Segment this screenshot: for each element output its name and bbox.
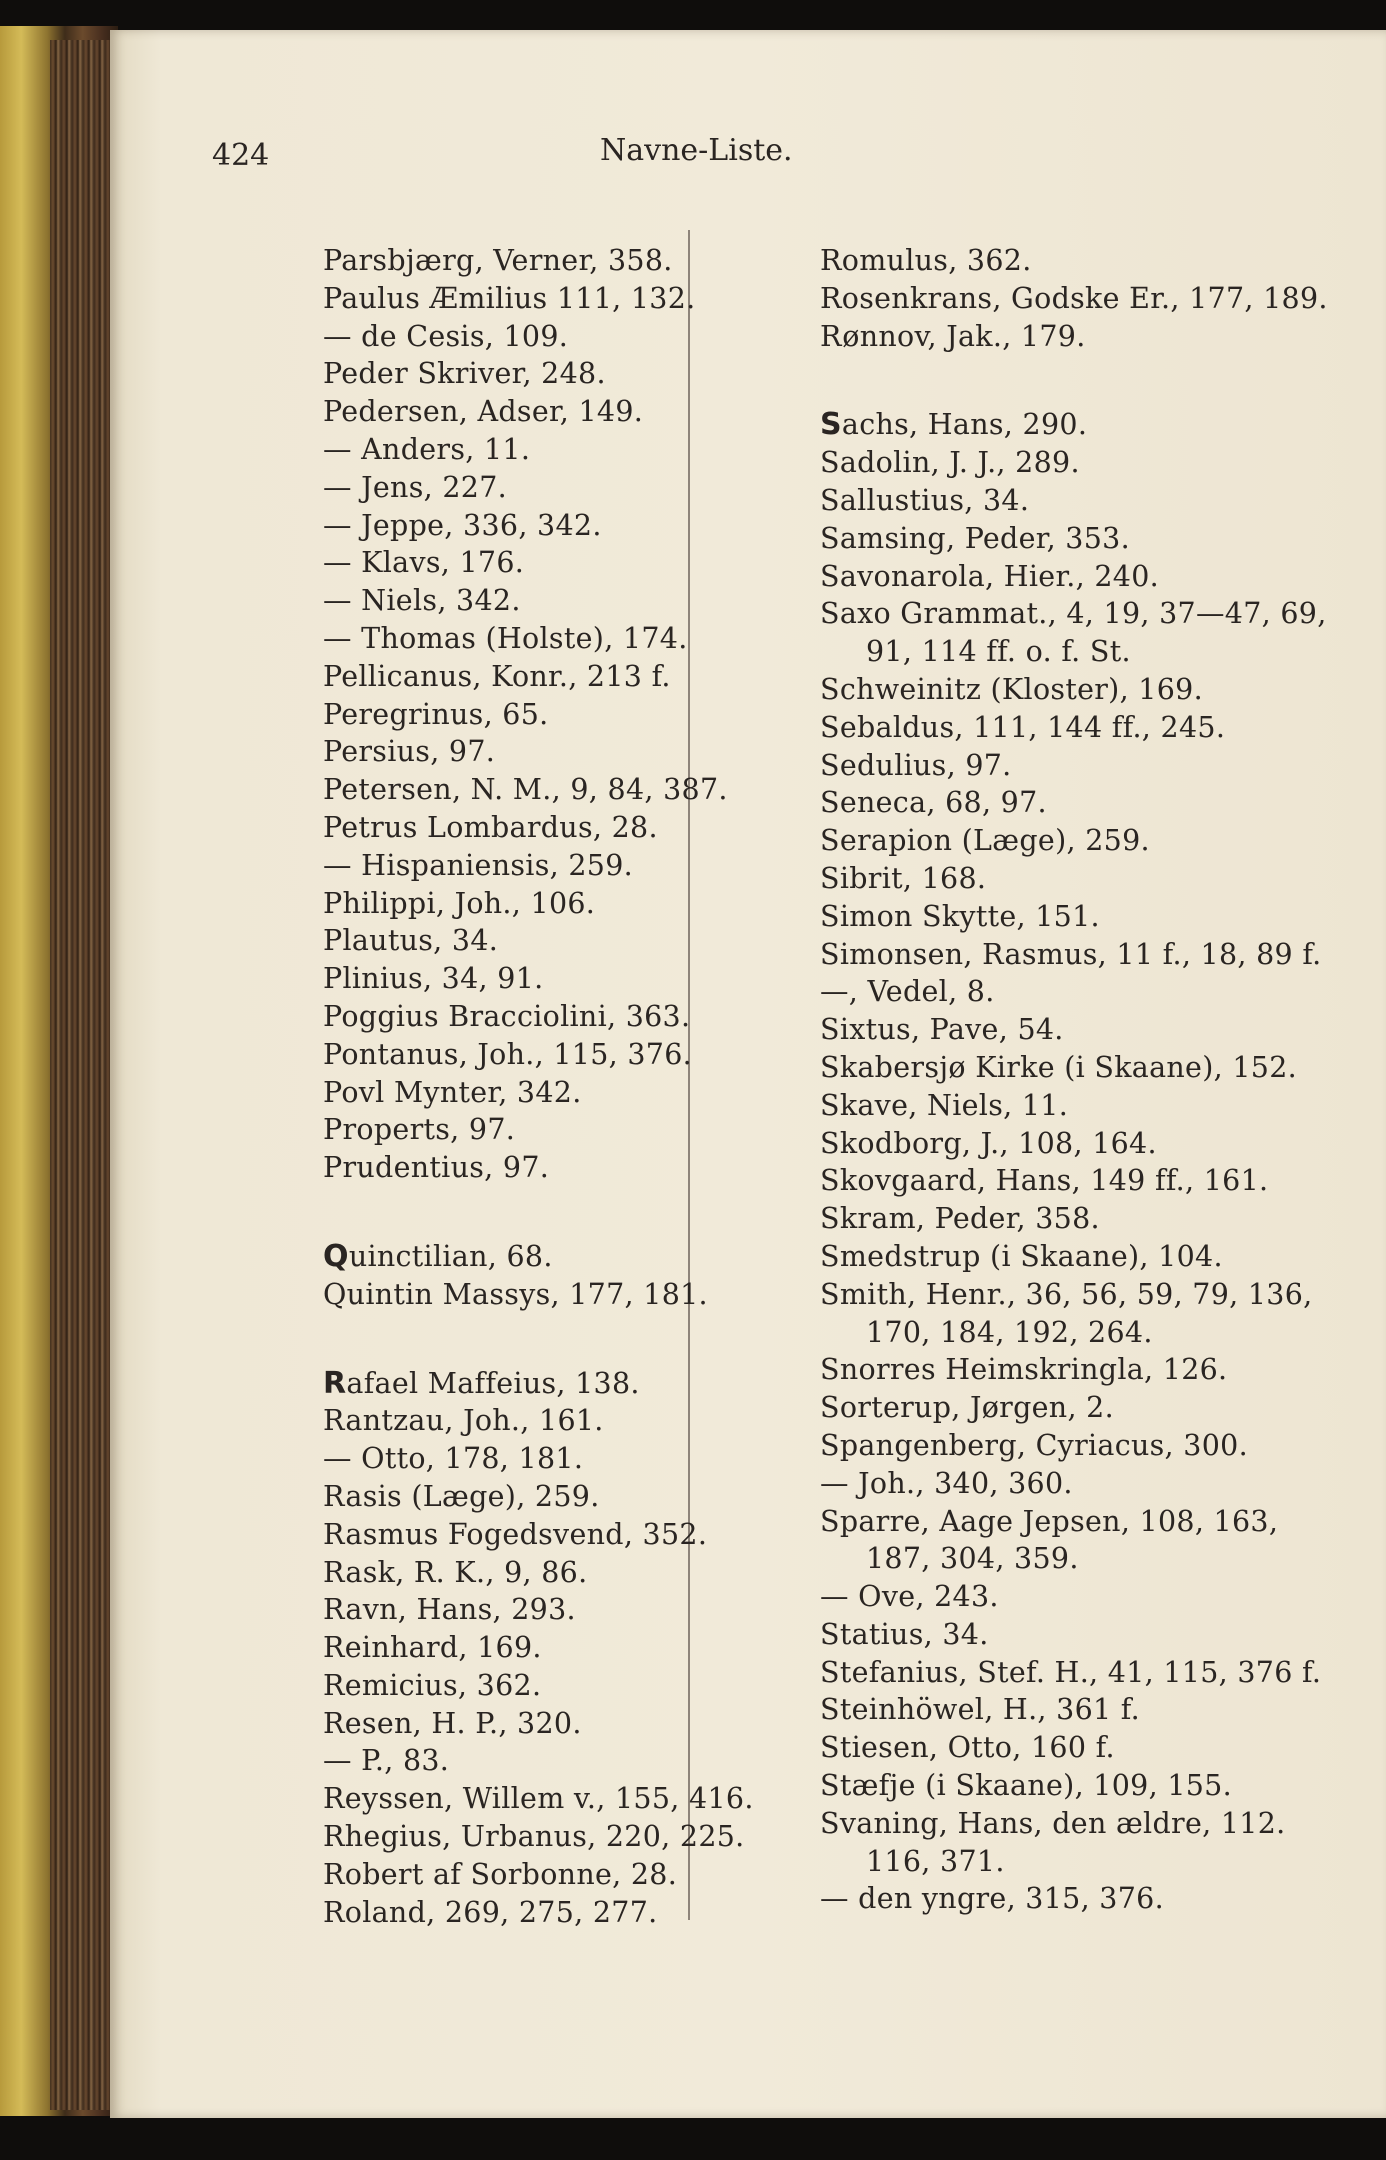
index-entry <box>323 998 754 1036</box>
index-entry <box>323 544 754 582</box>
index-entry <box>323 1856 754 1894</box>
index-entry <box>323 809 754 847</box>
index-entry-text: Sparre, Aage Jepsen, 108, 163, <box>820 1504 1279 1538</box>
index-entry-text: Pontanus, Joh., 115, 376. <box>323 1037 693 1071</box>
index-entry <box>820 318 1328 356</box>
index-entry <box>820 747 1328 785</box>
index-entry <box>820 406 1328 444</box>
index-entry <box>820 1200 1328 1238</box>
index-entry <box>323 1516 754 1554</box>
index-entry-text: Sedulius, 97. <box>820 748 1012 782</box>
index-entry <box>323 1111 754 1149</box>
index-entry-text: Parsbjærg, Verner, 358. <box>323 244 673 277</box>
index-entry-text: Sallustius, 34. <box>820 483 1030 517</box>
index-entry <box>323 658 754 696</box>
index-entry <box>323 280 754 318</box>
index-entry <box>323 1036 754 1074</box>
index-entry-text: 116, 371. <box>866 1844 1005 1878</box>
index-entry-text: Rantzau, Joh., 161. <box>323 1404 604 1438</box>
index-entry <box>323 431 754 469</box>
index-entry-text: Schweinitz (Kloster), 169. <box>820 672 1203 706</box>
index-entry <box>820 1162 1328 1200</box>
section-initial: S <box>820 407 842 443</box>
index-entry <box>323 1629 754 1667</box>
index-entry <box>820 1540 1328 1578</box>
index-entry-text: Simonsen, Rasmus, 11 f., 18, 89 f. <box>820 937 1322 971</box>
index-entry <box>323 1818 754 1856</box>
index-entry-text: Povl Mynter, 342. <box>323 1075 582 1109</box>
index-entry <box>820 1578 1328 1616</box>
index-entry <box>323 1238 754 1276</box>
index-entry <box>820 898 1328 936</box>
index-entry <box>820 1314 1328 1352</box>
section-gap <box>323 1314 754 1365</box>
page-number: 424 <box>212 138 270 173</box>
index-entry <box>820 822 1328 860</box>
index-entry <box>323 847 754 885</box>
index-entry-text: — den yngre, 315, 376. <box>820 1882 1164 1916</box>
index-entry <box>820 860 1328 898</box>
index-entry-text: Stiesen, Otto, 160 f. <box>820 1731 1115 1765</box>
index-entry-text: uinctilian, 68. <box>348 1239 553 1273</box>
index-entry-text: Rask, R. K., 9, 86. <box>323 1555 588 1589</box>
index-entry <box>820 1729 1328 1767</box>
index-entry-text: Saxo Grammat., 4, 19, 37—47, 69, <box>820 597 1327 631</box>
index-entry <box>820 1843 1328 1881</box>
index-entry <box>820 1503 1328 1541</box>
index-entry-text: Rønnov, Jak., 179. <box>820 319 1086 353</box>
index-entry-text: Rasmus Fogedsvend, 352. <box>323 1517 708 1551</box>
index-entry-text: Plautus, 34. <box>323 924 499 958</box>
index-entry-text: — Ove, 243. <box>820 1580 999 1614</box>
index-entry-text: — Joh., 340, 360. <box>820 1466 1073 1500</box>
index-entry-text: — Jeppe, 336, 342. <box>323 508 602 542</box>
index-entry <box>820 633 1328 671</box>
index-entry <box>323 771 754 809</box>
index-entry-text: — Jens, 227. <box>323 470 508 504</box>
index-entry-text: — Thomas (Holste), 174. <box>323 621 688 655</box>
index-entry <box>323 1705 754 1743</box>
index-entry-text: Peregrinus, 65. <box>323 697 549 731</box>
index-entry <box>323 922 754 960</box>
index-entry-text: Skovgaard, Hans, 149 ff., 161. <box>820 1164 1269 1198</box>
index-entry-text: Svaning, Hans, den ældre, 112. <box>820 1806 1286 1840</box>
index-entry <box>820 1125 1328 1163</box>
index-entry <box>323 885 754 923</box>
index-entry <box>323 242 754 280</box>
index-entry-text: Skram, Peder, 358. <box>820 1202 1100 1236</box>
index-entry-text: Paulus Æmilius 111, 132. <box>323 281 696 315</box>
index-entry <box>820 1654 1328 1692</box>
index-entry-text: Rasis (Læge), 259. <box>323 1479 600 1513</box>
index-entry-text: Romulus, 362. <box>820 244 1032 277</box>
index-entry <box>323 1440 754 1478</box>
index-entry <box>820 1276 1328 1314</box>
index-entry-text: Persius, 97. <box>323 735 496 769</box>
section-gap <box>323 1187 754 1238</box>
index-entry <box>323 1780 754 1818</box>
index-entry-text: —, Vedel, 8. <box>820 975 995 1009</box>
index-entry-text: Properts, 97. <box>323 1113 516 1147</box>
index-entry <box>820 520 1328 558</box>
index-entry-text: Robert af Sorbonne, 28. <box>323 1857 678 1891</box>
index-entry-text: — Hispaniensis, 259. <box>323 848 634 882</box>
index-entry <box>820 1087 1328 1125</box>
index-entry <box>820 444 1328 482</box>
index-entry <box>323 733 754 771</box>
section-initial: R <box>323 1365 347 1401</box>
index-entry-text: 91, 114 ff. o. f. St. <box>866 635 1131 669</box>
index-entry-text: Smith, Henr., 36, 56, 59, 79, 136, <box>820 1277 1313 1311</box>
index-entry <box>820 1389 1328 1427</box>
index-entry <box>323 1554 754 1592</box>
index-entry <box>323 1402 754 1440</box>
page-title: Navne-Liste. <box>600 133 793 168</box>
index-entry-text: Petrus Lombardus, 28. <box>323 810 658 844</box>
index-entry <box>323 696 754 734</box>
index-entry <box>323 1667 754 1705</box>
index-entry-text: Skave, Niels, 11. <box>820 1088 1069 1122</box>
index-entry <box>323 1149 754 1187</box>
index-entry-text: Sibrit, 168. <box>820 861 987 895</box>
index-entry <box>820 280 1328 318</box>
index-entry <box>323 1276 754 1314</box>
index-entry-text: Serapion (Læge), 259. <box>820 824 1150 858</box>
index-entry-text: Sorterup, Jørgen, 2. <box>820 1391 1114 1425</box>
index-entry <box>323 393 754 431</box>
index-entry-text: Samsing, Peder, 353. <box>820 521 1130 555</box>
index-entry <box>820 1880 1328 1918</box>
index-entry <box>323 318 754 356</box>
index-entry <box>820 1805 1328 1843</box>
index-entry <box>323 1742 754 1780</box>
index-entry <box>820 482 1328 520</box>
index-entry <box>820 595 1328 633</box>
index-entry <box>820 558 1328 596</box>
index-entry <box>323 355 754 393</box>
index-entry <box>323 620 754 658</box>
index-entry-text: Reyssen, Willem v., 155, 416. <box>323 1782 754 1816</box>
index-entry-text: Ravn, Hans, 293. <box>323 1593 576 1627</box>
index-entry-text: Skodborg, J., 108, 164. <box>820 1126 1157 1160</box>
index-entry-text: Quintin Massys, 177, 181. <box>323 1277 708 1311</box>
index-entry-text: 187, 304, 359. <box>866 1542 1079 1576</box>
index-entry-text: Pedersen, Adser, 149. <box>323 395 644 429</box>
index-entry-text: — de Cesis, 109. <box>323 319 569 353</box>
index-entry-text: Peder Skriver, 248. <box>323 357 606 391</box>
index-entry-text: Snorres Heimskringla, 126. <box>820 1353 1228 1387</box>
index-entry-text: Savonarola, Hier., 240. <box>820 559 1159 593</box>
index-entry <box>820 1238 1328 1276</box>
index-entry <box>323 1478 754 1516</box>
index-entry-text: Poggius Bracciolini, 363. <box>323 999 691 1033</box>
index-entry <box>820 242 1328 280</box>
index-entry-text: Plinius, 34, 91. <box>323 962 544 996</box>
index-entry <box>820 1427 1328 1465</box>
index-entry-text: Steinhöwel, H., 361 f. <box>820 1693 1141 1727</box>
index-entry-text: Stefanius, Stef. H., 41, 115, 376 f. <box>820 1655 1322 1689</box>
index-entry-text: Stæfje (i Skaane), 109, 155. <box>820 1769 1232 1803</box>
index-entry <box>820 1351 1328 1389</box>
index-entry <box>820 1011 1328 1049</box>
index-entry <box>820 1049 1328 1087</box>
left-index-column <box>323 242 754 1931</box>
index-entry-text: Petersen, N. M., 9, 84, 387. <box>323 773 728 807</box>
index-entry-text: Remicius, 362. <box>323 1668 542 1702</box>
index-entry <box>323 1894 754 1932</box>
index-entry-text: Rhegius, Urbanus, 220, 225. <box>323 1820 745 1854</box>
index-entry <box>820 709 1328 747</box>
index-entry-text: Resen, H. P., 320. <box>323 1706 582 1740</box>
index-entry <box>323 582 754 620</box>
index-entry-text: Reinhard, 169. <box>323 1631 542 1665</box>
index-entry-text: Simon Skytte, 151. <box>820 899 1100 933</box>
index-entry-text: Roland, 269, 275, 277. <box>323 1895 658 1929</box>
index-entry-text: — Anders, 11. <box>323 432 531 466</box>
index-entry-text: achs, Hans, 290. <box>841 408 1088 442</box>
index-entry-text: Sebaldus, 111, 144 ff., 245. <box>820 710 1226 744</box>
index-entry-text: Statius, 34. <box>820 1617 989 1651</box>
index-entry <box>820 936 1328 974</box>
book-spine <box>50 40 118 2110</box>
index-entry-text: — P., 83. <box>323 1744 450 1778</box>
index-entry <box>820 973 1328 1011</box>
index-entry-text: Pellicanus, Konr., 213 f. <box>323 659 671 693</box>
index-entry <box>820 1616 1328 1654</box>
index-entry-text: Seneca, 68, 97. <box>820 786 1047 820</box>
index-entry-text: Spangenberg, Cyriacus, 300. <box>820 1428 1248 1462</box>
section-gap <box>820 355 1328 406</box>
index-entry-text: Skabersjø Kirke (i Skaane), 152. <box>820 1050 1298 1084</box>
index-entry-text: 170, 184, 192, 264. <box>866 1315 1153 1349</box>
index-entry <box>820 784 1328 822</box>
index-entry-text: Rosenkrans, Godske Er., 177, 189. <box>820 281 1328 315</box>
index-entry-text: — Niels, 342. <box>323 584 521 618</box>
index-entry <box>323 507 754 545</box>
index-entry-text: afael Maffeius, 138. <box>346 1366 640 1400</box>
right-index-column <box>820 242 1328 1918</box>
index-entry <box>820 1767 1328 1805</box>
index-entry-text: Sadolin, J. J., 289. <box>820 446 1080 480</box>
index-entry-text: — Klavs, 176. <box>323 546 525 580</box>
index-entry-text: — Otto, 178, 181. <box>323 1442 584 1476</box>
index-entry <box>323 469 754 507</box>
index-entry-text: Sixtus, Pave, 54. <box>820 1013 1064 1047</box>
index-entry <box>323 960 754 998</box>
index-entry <box>820 671 1328 709</box>
index-entry-text: Philippi, Joh., 106. <box>323 886 596 920</box>
index-entry <box>323 1591 754 1629</box>
index-entry <box>820 1691 1328 1729</box>
index-entry <box>323 1365 754 1403</box>
index-entry-text: Prudentius, 97. <box>323 1151 550 1185</box>
index-entry <box>323 1074 754 1112</box>
section-initial: Q <box>323 1238 349 1274</box>
index-entry <box>820 1465 1328 1503</box>
index-entry-text: Smedstrup (i Skaane), 104. <box>820 1239 1223 1273</box>
